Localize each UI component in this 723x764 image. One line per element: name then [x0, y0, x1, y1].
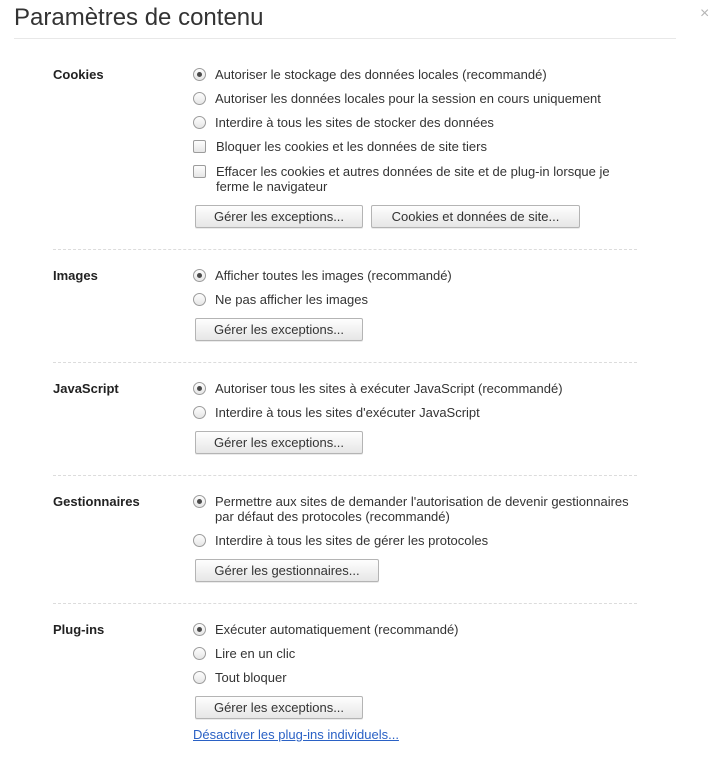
radio-icon — [193, 671, 206, 684]
option-label: Exécuter automatiquement (recommandé) — [215, 622, 459, 637]
javascript-label: JavaScript — [53, 381, 119, 396]
images-block-radio[interactable] — [193, 292, 368, 307]
section-divider — [53, 475, 637, 476]
radio-checked-icon — [193, 68, 206, 81]
cookies-block-radio[interactable] — [193, 115, 494, 130]
section-divider — [53, 603, 637, 604]
option-label: Autoriser tous les sites à exécuter JavaScript (recommandé) — [215, 381, 563, 396]
radio-checked-icon — [193, 623, 206, 636]
option-label: Lire en un clic — [215, 646, 296, 661]
radio-checked-icon — [193, 495, 206, 508]
radio-checked-icon — [193, 382, 206, 395]
images-label: Images — [53, 268, 98, 283]
block-third-party-checkbox[interactable] — [193, 139, 487, 154]
javascript-exceptions-button[interactable]: Gérer les exceptions... — [195, 431, 363, 454]
option-label: Ne pas afficher les images — [215, 292, 368, 307]
title-divider — [14, 38, 676, 39]
checkbox-icon — [193, 140, 206, 153]
option-label: Afficher toutes les images (recommandé) — [215, 268, 452, 283]
option-label: Autoriser les données locales pour la session en cours uniquement — [215, 91, 601, 106]
cookies-site-data-button[interactable]: Cookies et données de site... — [371, 205, 580, 228]
plugins-block-all-radio[interactable] — [193, 670, 287, 685]
option-label: Interdire à tous les sites de stocker des données — [215, 115, 494, 130]
cookies-session-radio[interactable] — [193, 91, 601, 106]
cookies-allow-radio[interactable] — [193, 67, 547, 82]
images-show-all-radio[interactable] — [193, 268, 452, 283]
manage-handlers-button[interactable]: Gérer les gestionnaires... — [195, 559, 379, 582]
option-label: Tout bloquer — [215, 670, 287, 685]
close-icon[interactable]: × — [700, 5, 710, 22]
images-exceptions-button[interactable]: Gérer les exceptions... — [195, 318, 363, 341]
checkbox-icon — [193, 165, 206, 178]
handlers-label: Gestionnaires — [53, 494, 140, 509]
option-label: Permettre aux sites de demander l'autorisation de devenir gestionnaires par défaut des protocoles (recommandé) — [215, 494, 629, 524]
clear-on-exit-checkbox[interactable] — [193, 164, 633, 194]
handlers-allow-radio[interactable] — [193, 494, 643, 524]
plugins-auto-radio[interactable] — [193, 622, 459, 637]
radio-checked-icon — [193, 269, 206, 282]
plugins-label: Plug-ins — [53, 622, 105, 637]
option-label: Interdire à tous les sites de gérer les protocoles — [215, 533, 489, 548]
radio-icon — [193, 647, 206, 660]
handlers-block-radio[interactable] — [193, 533, 488, 548]
option-label: Effacer les cookies et autres données de site et de plug-in lorsque je ferme le navigateur — [216, 164, 610, 194]
disable-individual-plugins-link[interactable]: Désactiver les plug-ins individuels... — [193, 727, 399, 742]
plugins-click-to-play-radio[interactable] — [193, 646, 295, 661]
radio-icon — [193, 92, 206, 105]
section-divider — [53, 362, 637, 363]
radio-icon — [193, 534, 206, 547]
plugins-exceptions-button[interactable]: Gérer les exceptions... — [195, 696, 363, 719]
option-label: Bloquer les cookies et les données de site tiers — [216, 139, 487, 154]
radio-icon — [193, 293, 206, 306]
radio-icon — [193, 406, 206, 419]
javascript-block-radio[interactable] — [193, 405, 480, 420]
dialog-title: Paramètres de contenu — [14, 4, 264, 31]
section-divider — [53, 249, 637, 250]
cookies-exceptions-button[interactable]: Gérer les exceptions... — [195, 205, 363, 228]
cookies-label: Cookies — [53, 67, 104, 82]
option-label: Interdire à tous les sites d'exécuter JavaScript — [215, 405, 480, 420]
javascript-allow-radio[interactable] — [193, 381, 563, 396]
radio-icon — [193, 116, 206, 129]
option-label: Autoriser le stockage des données locales (recommandé) — [215, 67, 547, 82]
